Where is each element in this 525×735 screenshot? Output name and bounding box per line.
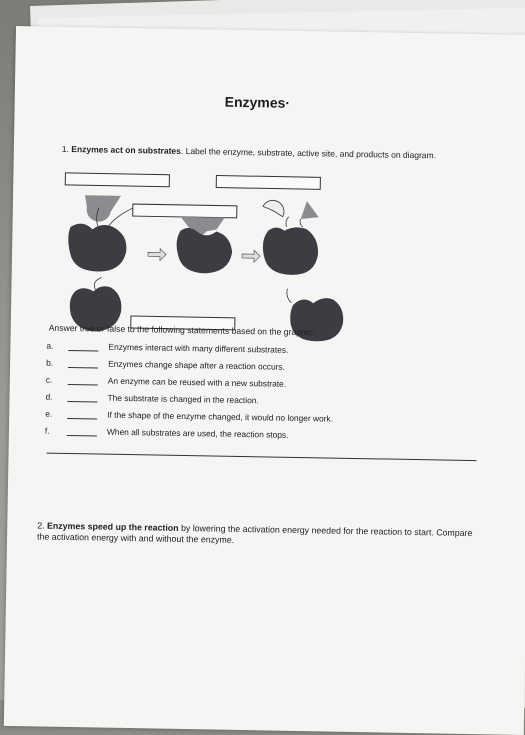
label-arrow-4: [300, 219, 303, 227]
answer-blank-b[interactable]: [68, 367, 98, 369]
label-box-3[interactable]: [133, 204, 237, 218]
statement-letter: c.: [45, 374, 53, 385]
statement-text: An enzyme can be reused with a new substrate.: [107, 375, 287, 389]
reaction-arrow-1: [148, 248, 166, 260]
product-triangle: [301, 201, 319, 219]
enzyme-1: [68, 223, 127, 272]
answer-blank-c[interactable]: [68, 384, 98, 386]
substrate-1: [85, 195, 121, 222]
statement-d: [45, 392, 465, 411]
question-1: [62, 144, 442, 162]
page-title: Enzymes·: [224, 93, 291, 111]
worksheet-page: [4, 26, 525, 735]
question-2-number: 2.: [37, 520, 45, 531]
question-2-text: by lowering the activation energy needed for the reaction to start. Compare the activation energy with and without the enzyme.: [37, 522, 473, 545]
question-2-bold: Enzymes speed up the reaction: [46, 520, 179, 533]
true-false-instructions: Answer true or false to the following statements based on the graphic:: [48, 322, 315, 338]
statement-b: [46, 358, 466, 377]
statement-e: [45, 409, 465, 428]
answer-blank-e[interactable]: [67, 418, 97, 420]
statement-letter: d.: [45, 391, 53, 402]
answer-blank-f[interactable]: [67, 435, 97, 437]
question-1-number: 1.: [61, 143, 70, 154]
statement-letter: e.: [45, 408, 53, 419]
statement-f: [45, 426, 465, 445]
statement-text: When all substrates are used, the reaction stops.: [106, 426, 289, 440]
statement-text: If the shape of the enzyme changed, it would no longer work.: [107, 409, 334, 424]
answer-blank-d[interactable]: [67, 401, 97, 403]
answer-blank-a[interactable]: [68, 350, 98, 352]
label-box-2[interactable]: [216, 176, 320, 190]
section-divider: [47, 453, 477, 462]
question-1-text: . Label the enzyme, substrate, active site, and products on diagram.: [180, 145, 437, 161]
statement-text: Enzymes change shape after a reaction occurs.: [108, 358, 286, 372]
enzyme-3: [262, 227, 318, 276]
statement-a: [46, 341, 466, 360]
statement-c: [46, 375, 466, 394]
label-arrow-6: [287, 289, 292, 303]
label-arrow-3: [286, 217, 289, 227]
enzyme-2: [176, 228, 232, 274]
statement-text: Enzymes interact with many different substrates.: [108, 341, 289, 355]
question-1-bold: Enzymes act on substrates: [71, 143, 182, 156]
reaction-arrow-2: [242, 250, 260, 262]
statement-letter: b.: [46, 357, 54, 368]
label-box-1[interactable]: [65, 173, 169, 187]
statement-letter: a.: [46, 340, 54, 351]
product-circle: [263, 200, 284, 217]
question-2: [37, 520, 477, 550]
statement-letter: f.: [44, 425, 50, 436]
statement-text: The substrate is changed in the reaction.: [107, 392, 259, 406]
